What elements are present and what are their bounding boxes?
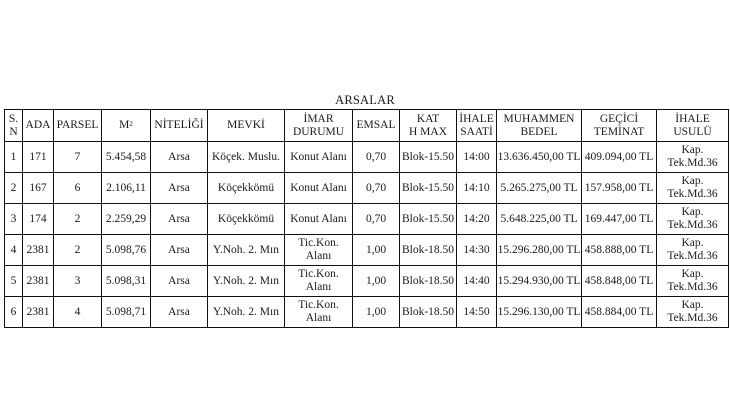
cell-ada: 2381 — [23, 235, 54, 266]
cell-gecici-teminat: 458.884,00 TL — [582, 297, 657, 328]
cell-m2: 5.098,71 — [102, 297, 151, 328]
cell-sn: 5 — [5, 266, 23, 297]
cell-mevki: Köçek. Muslu. — [208, 142, 285, 173]
cell-mevki: Y.Noh. 2. Mın — [208, 266, 285, 297]
header-ihale-saati: İHALE SAATİ — [457, 110, 497, 142]
header-m2: $M^2$ — [102, 110, 151, 142]
cell-imar-durumu: Konut Alanı — [285, 204, 353, 235]
cell-imar-durumu: Tic.Kon. Alanı — [285, 266, 353, 297]
header-emsal: EMSAL — [353, 110, 400, 142]
header-imar-durumu: İMAR DURUMU — [285, 110, 353, 142]
table-row — [5, 266, 729, 297]
cell-ihale-usulu: Kap. Tek.Md.36 — [657, 173, 729, 204]
cell-emsal: 1,00 — [353, 297, 400, 328]
cell-muhammen-bedel: 5.265.275,00 TL — [497, 173, 582, 204]
cell-ihale-saati: 14:00 — [457, 142, 497, 173]
cell-ihale-saati: 14:30 — [457, 235, 497, 266]
cell-niteligi: Arsa — [151, 297, 208, 328]
cell-kat-hmax: Blok-18.50 — [400, 297, 457, 328]
cell-ihale-usulu: Kap. Tek.Md.36 — [657, 204, 729, 235]
cell-sn: 3 — [5, 204, 23, 235]
cell-kat-hmax: Blok-15.50 — [400, 142, 457, 173]
cell-emsal: 1,00 — [353, 266, 400, 297]
cell-niteligi: Arsa — [151, 266, 208, 297]
cell-niteligi: Arsa — [151, 173, 208, 204]
header-ada: ADA — [23, 110, 54, 142]
cell-mevki: Köçekkömü — [208, 204, 285, 235]
cell-muhammen-bedel: 15.294.930,00 TL — [497, 266, 582, 297]
cell-kat-hmax: Blok-15.50 — [400, 204, 457, 235]
cell-ada: 2381 — [23, 297, 54, 328]
header-mevki: MEVKİ — [208, 110, 285, 142]
cell-mevki: Y.Noh. 2. Mın — [208, 297, 285, 328]
table-row — [5, 142, 729, 173]
cell-emsal: 1,00 — [353, 235, 400, 266]
cell-emsal: 0,70 — [353, 204, 400, 235]
land-auction-table — [4, 109, 729, 328]
cell-parsel: 3 — [54, 266, 102, 297]
cell-sn: 1 — [5, 142, 23, 173]
cell-gecici-teminat: 169.447,00 TL — [582, 204, 657, 235]
header-parsel: PARSEL — [54, 110, 102, 142]
cell-ihale-saati: 14:10 — [457, 173, 497, 204]
table-row — [5, 204, 729, 235]
table-row — [5, 235, 729, 266]
cell-m2: 5.454,58 — [102, 142, 151, 173]
cell-m2: 2.259,29 — [102, 204, 151, 235]
cell-emsal: 0,70 — [353, 142, 400, 173]
cell-sn: 6 — [5, 297, 23, 328]
header-kat-hmax: KAT H MAX — [400, 110, 457, 142]
cell-muhammen-bedel: 15.296.130,00 TL — [497, 297, 582, 328]
cell-m2: 5.098,31 — [102, 266, 151, 297]
cell-parsel: 2 — [54, 235, 102, 266]
cell-ihale-usulu: Kap. Tek.Md.36 — [657, 266, 729, 297]
cell-imar-durumu: Tic.Kon. Alanı — [285, 297, 353, 328]
cell-sn: 2 — [5, 173, 23, 204]
cell-ada: 171 — [23, 142, 54, 173]
cell-m2: 2.106,11 — [102, 173, 151, 204]
cell-gecici-teminat: 458.848,00 TL — [582, 266, 657, 297]
cell-mevki: Y.Noh. 2. Mın — [208, 235, 285, 266]
cell-niteligi: Arsa — [151, 142, 208, 173]
header-row — [5, 110, 729, 142]
cell-ihale-usulu: Kap. Tek.Md.36 — [657, 297, 729, 328]
cell-emsal: 0,70 — [353, 173, 400, 204]
cell-imar-durumu: Konut Alanı — [285, 142, 353, 173]
cell-gecici-teminat: 409.094,00 TL — [582, 142, 657, 173]
cell-imar-durumu: Konut Alanı — [285, 173, 353, 204]
cell-ada: 2381 — [23, 266, 54, 297]
cell-kat-hmax: Blok-18.50 — [400, 235, 457, 266]
cell-niteligi: Arsa — [151, 235, 208, 266]
cell-ihale-usulu: Kap. Tek.Md.36 — [657, 142, 729, 173]
table-row — [5, 173, 729, 204]
cell-parsel: 2 — [54, 204, 102, 235]
header-ihale-usulu: İHALE USULÜ — [657, 110, 729, 142]
cell-imar-durumu: Tic.Kon. Alanı — [285, 235, 353, 266]
cell-kat-hmax: Blok-18.50 — [400, 266, 457, 297]
cell-gecici-teminat: 458.888,00 TL — [582, 235, 657, 266]
cell-m2: 5.098,76 — [102, 235, 151, 266]
header-niteligi: NİTELİĞİ — [151, 110, 208, 142]
cell-ihale-usulu: Kap. Tek.Md.36 — [657, 235, 729, 266]
cell-parsel: 6 — [54, 173, 102, 204]
cell-muhammen-bedel: 5.648.225,00 TL — [497, 204, 582, 235]
cell-ihale-saati: 14:40 — [457, 266, 497, 297]
cell-niteligi: Arsa — [151, 204, 208, 235]
cell-parsel: 7 — [54, 142, 102, 173]
cell-parsel: 4 — [54, 297, 102, 328]
cell-muhammen-bedel: 13.636.450,00 TL — [497, 142, 582, 173]
header-sn: S. N — [5, 110, 23, 142]
cell-mevki: Köçekkömü — [208, 173, 285, 204]
cell-ada: 174 — [23, 204, 54, 235]
header-gecici-teminat: GEÇİCİ TEMİNAT — [582, 110, 657, 142]
cell-sn: 4 — [5, 235, 23, 266]
cell-ada: 167 — [23, 173, 54, 204]
table-row — [5, 297, 729, 328]
cell-gecici-teminat: 157.958,00 TL — [582, 173, 657, 204]
table-title: ARSALAR — [335, 93, 395, 107]
cell-ihale-saati: 14:20 — [457, 204, 497, 235]
header-muhammen-bedel: MUHAMMEN BEDEL — [497, 110, 582, 142]
cell-ihale-saati: 14:50 — [457, 297, 497, 328]
cell-kat-hmax: Blok-15.50 — [400, 173, 457, 204]
cell-muhammen-bedel: 15.296.280,00 TL — [497, 235, 582, 266]
